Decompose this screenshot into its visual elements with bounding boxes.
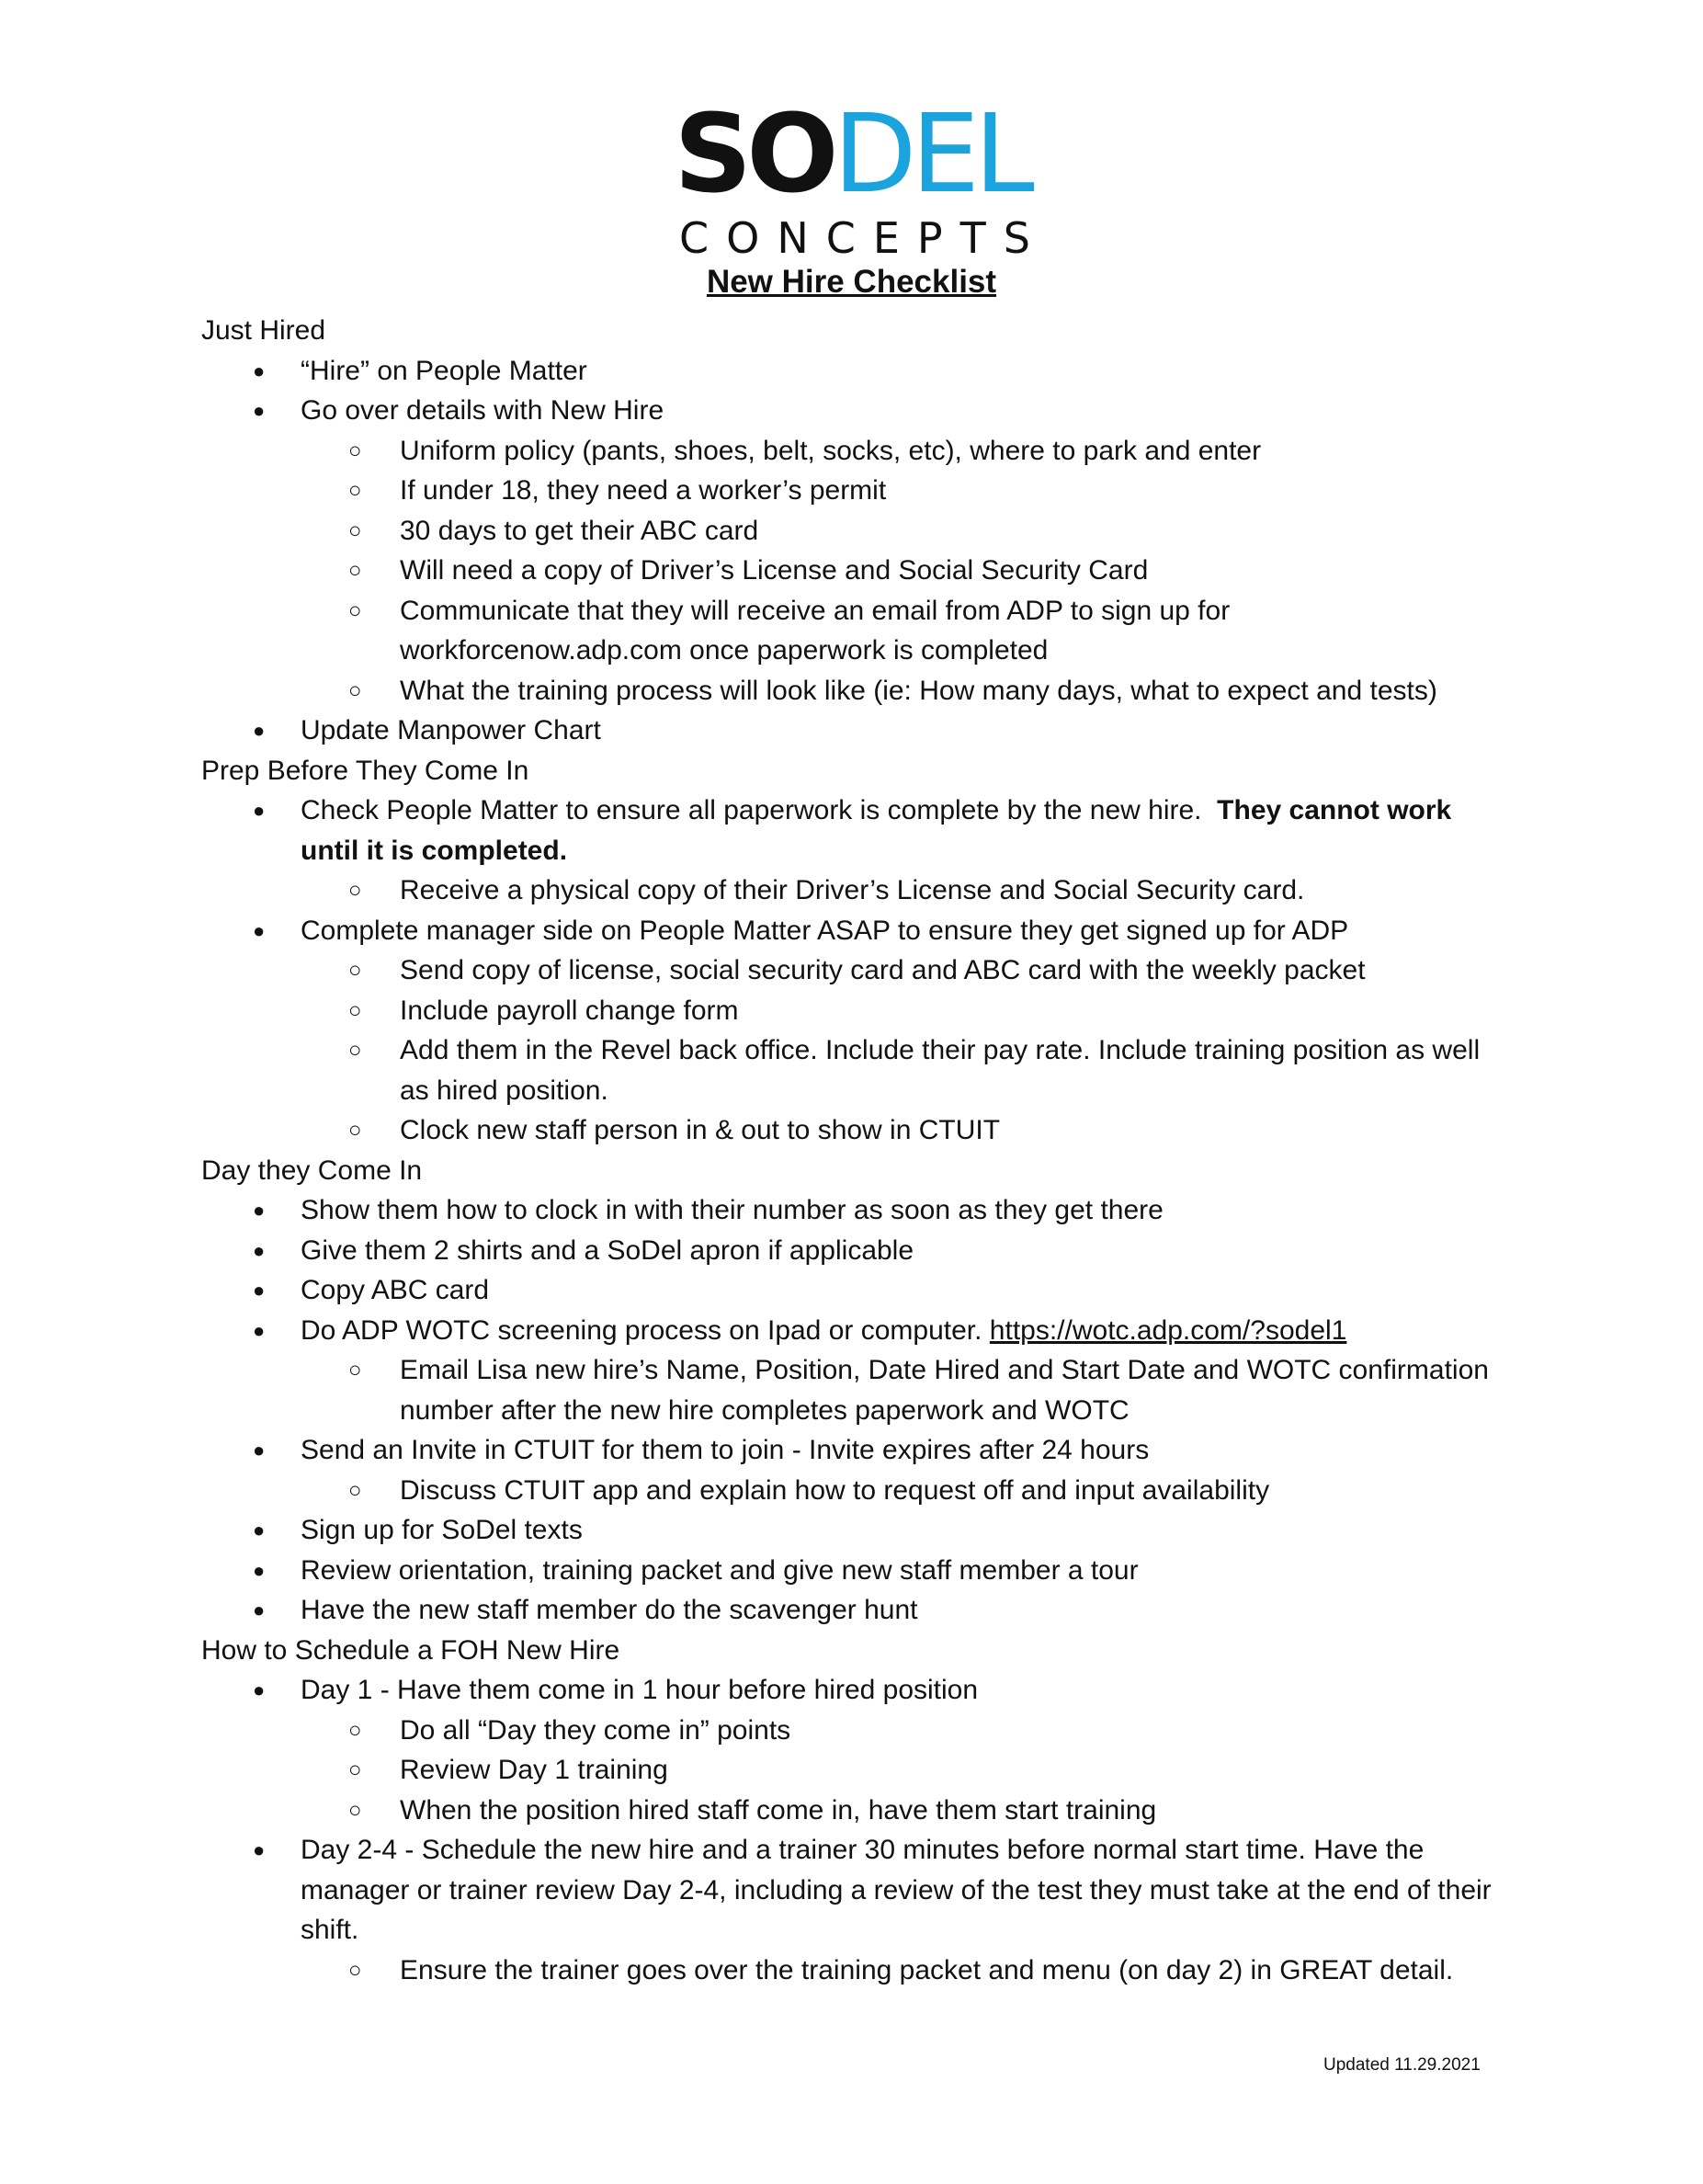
item-text: Review orientation, training packet and give new staff member a tour (301, 1554, 1139, 1586)
item-text: Give them 2 shirts and a SoDel apron if applicable (301, 1234, 914, 1266)
bullet-list (201, 791, 1516, 1151)
sub-list (301, 431, 1516, 711)
sub-item: ○ Include payroll change form (301, 991, 1516, 1031)
checklist-item (201, 911, 1516, 1151)
checklist-body (201, 311, 1516, 1990)
item-text: Have the new staff member do the scavenger hunt (301, 1595, 918, 1625)
item-text: Update Manpower Chart (301, 715, 601, 745)
sub-item: ○ Ensure the trainer goes over the training packet and menu (on day 2) in GREAT detail. (301, 1951, 1516, 1991)
checklist-item (201, 711, 1516, 751)
logo-part-del: DEL (833, 90, 1029, 217)
item-text: Check People Matter to ensure all paperwork is complete by the new hire. (301, 795, 1202, 825)
sub-item: ○ Communicate that they will receive an email from ADP to sign up for workforcenow.adp.com once paperwork is completed (301, 591, 1516, 671)
sub-item: ○ Discuss CTUIT app and explain how to request off and input availability (301, 1471, 1516, 1511)
section-heading: Day they Come In (201, 1155, 423, 1186)
sub-list (301, 1471, 1516, 1511)
checklist-item (201, 1270, 1516, 1311)
logo-part-so: SO (674, 90, 834, 217)
sub-item: ○ What the training process will look like (ie: How many days, what to expect and tests) (301, 671, 1516, 711)
checklist-item (201, 1670, 1516, 1830)
sodel-logo (0, 90, 1703, 263)
document-title: New Hire Checklist (706, 264, 997, 300)
sub-item: ○ Uniform policy (pants, shoes, belt, socks, etc), where to park and enter (301, 431, 1516, 472)
checklist-item (201, 1311, 1516, 1431)
sub-item: ○ 30 days to get their ABC card (301, 511, 1516, 552)
sub-item: ○ Clock new staff person in & out to show in CTUIT (301, 1110, 1516, 1151)
checklist-item (201, 1231, 1516, 1271)
bullet-list (201, 1670, 1516, 1990)
sub-item: ○ Email Lisa new hire’s Name, Position, Date Hired and Start Date and WOTC confirmation number after the new hire completes paperwork and WOTC (301, 1350, 1516, 1430)
logo-wordmark (0, 90, 1703, 217)
section-heading: Just Hired (201, 315, 326, 346)
sub-item: ○ Receive a physical copy of their Driver’s License and Social Security card. (301, 870, 1516, 911)
sub-item: ○ Do all “Day they come in” points (301, 1711, 1516, 1751)
checklist-item (201, 1510, 1516, 1551)
checklist-item (201, 391, 1516, 711)
item-text: Day 2-4 - Schedule the new hire and a trainer 30 minutes before normal start time. Have the manager or trainer review Day 2-4, including a review of the test they must take at the end of their shift. (301, 1835, 1492, 1945)
checklist-item (201, 1590, 1516, 1631)
sub-item: ○ Add them in the Revel back office. Include their pay rate. Include training position as well as hired position. (301, 1030, 1516, 1110)
item-text: Do ADP WOTC screening process on Ipad or computer. (301, 1314, 982, 1346)
sub-list (301, 950, 1516, 1151)
section-heading: How to Schedule a FOH New Hire (201, 1634, 620, 1666)
checklist-item (201, 1551, 1516, 1591)
item-text: Sign up for SoDel texts (301, 1515, 583, 1545)
checklist-item (201, 791, 1516, 911)
item-text: “Hire” on People Matter (301, 355, 587, 386)
sub-item: ○ Send copy of license, social security card and ABC card with the weekly packet (301, 950, 1516, 991)
sub-item: ○ Review Day 1 training (301, 1750, 1516, 1791)
item-emphasis: They cannot work until it is completed. (301, 795, 1452, 866)
checklist-item (201, 351, 1516, 392)
sub-list (301, 1350, 1516, 1430)
logo-subtitle: CONCEPTS (679, 213, 1048, 263)
section-heading: Prep Before They Come In (201, 755, 529, 786)
sub-item: ○ If under 18, they need a worker’s permit (301, 471, 1516, 511)
item-text: Complete manager side on People Matter ASAP to ensure they get signed up for ADP (301, 915, 1349, 946)
sub-item: ○ When the position hired staff come in, have them start training (301, 1791, 1516, 1831)
sub-list (301, 1951, 1516, 1991)
sub-item: ○ Will need a copy of Driver’s License and Social Security Card (301, 551, 1516, 591)
item-text: Go over details with New Hire (301, 395, 664, 426)
item-text: Day 1 - Have them come in 1 hour before hired position (301, 1675, 979, 1705)
wotc-link[interactable]: https://wotc.adp.com/?sodel1 (989, 1314, 1347, 1346)
sub-list (301, 1711, 1516, 1831)
sub-list (301, 870, 1516, 911)
item-text: Send an Invite in CTUIT for them to join - Invite expires after 24 hours (301, 1435, 1150, 1465)
bullet-list (201, 1190, 1516, 1631)
checklist-item (201, 1830, 1516, 1990)
checklist-item (201, 1190, 1516, 1231)
bullet-list (201, 351, 1516, 751)
updated-date: Updated 11.29.2021 (1323, 2055, 1481, 2075)
item-text: Show them how to clock in with their number as soon as they get there (301, 1195, 1164, 1225)
item-text: Copy ABC card (301, 1275, 490, 1305)
checklist-item (201, 1430, 1516, 1510)
